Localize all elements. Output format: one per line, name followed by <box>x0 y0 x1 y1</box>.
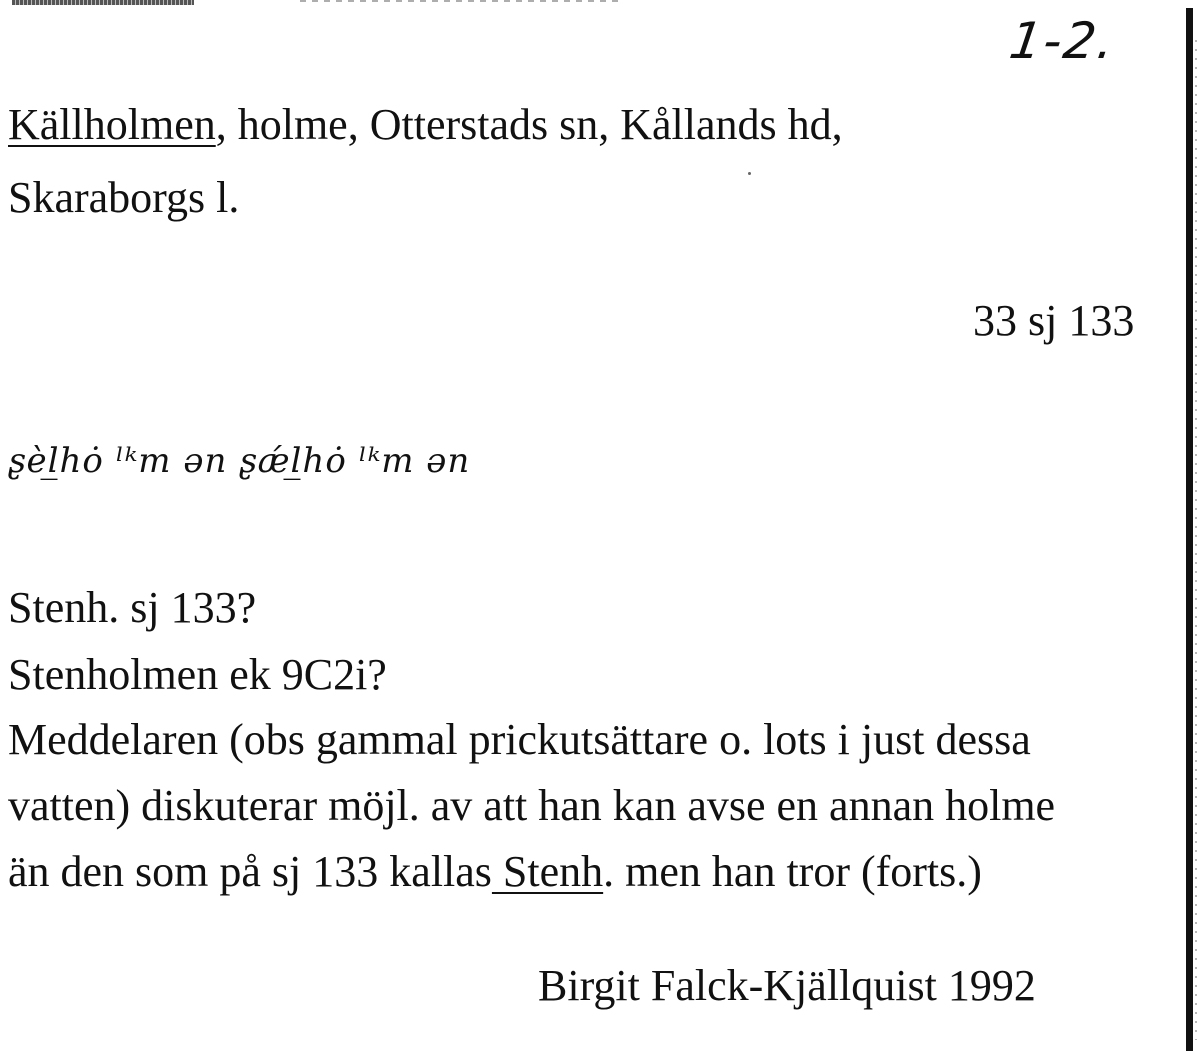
top-edge-mark-faint <box>300 0 620 2</box>
note-underlined-name: Stenh <box>491 847 604 896</box>
signature: Birgit Falck-Kjällquist 1992 <box>538 961 1036 1010</box>
title-line <box>8 100 843 149</box>
scan-noise <box>1195 40 1197 1040</box>
top-edge-mark <box>12 0 194 5</box>
note-line-3: Meddelaren (obs gammal prickutsättare o. lots i just dessa <box>8 715 1031 764</box>
card-right-border <box>1186 8 1193 1051</box>
note-line-5-start: än den som på sj 133 kallas <box>8 847 492 896</box>
note-line-5-end: . men han tror (forts.) <box>603 847 982 896</box>
headword-description: , holme, Otterstads sn, Kållands hd, <box>215 100 843 149</box>
headword: Källholmen <box>8 100 216 149</box>
pronunciation: ʂèl̲hȯ ˡᵏm ən ʂǽl̲hȯ ˡᵏm ən <box>8 441 471 481</box>
card-number: 1-2. <box>1005 12 1120 70</box>
scan-speck <box>748 172 751 175</box>
note-line-2: Stenholmen ek 9C2i? <box>8 650 387 699</box>
note-line-5 <box>8 847 982 896</box>
note-line-1: Stenh. sj 133? <box>8 583 257 632</box>
note-line-4: vatten) diskuterar möjl. av att han kan avse en annan holme <box>8 781 1056 830</box>
map-reference: 33 sj 133 <box>973 296 1135 345</box>
county-line: Skaraborgs l. <box>8 173 240 222</box>
